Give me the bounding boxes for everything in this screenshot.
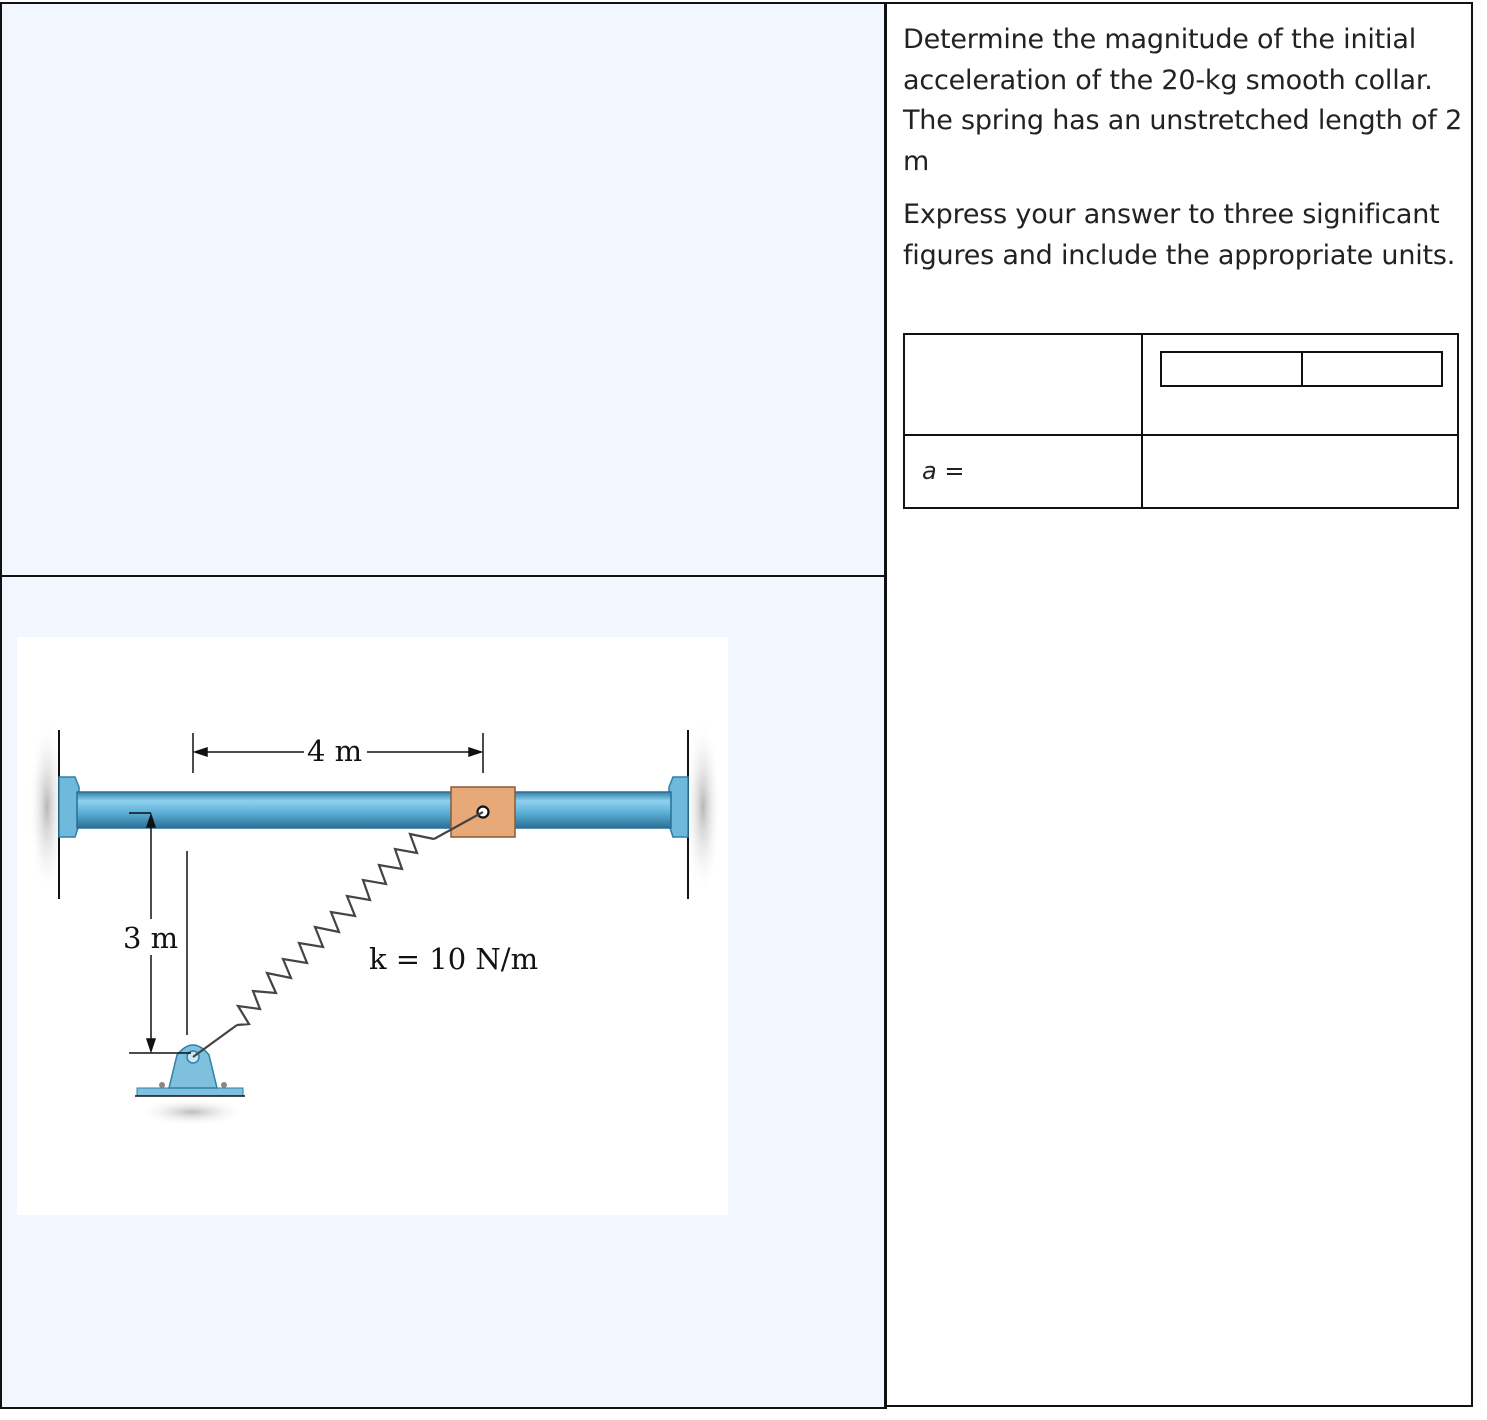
units-selector[interactable] — [1160, 351, 1443, 387]
answer-table — [903, 333, 1459, 509]
answer-label — [922, 457, 964, 485]
collar-spring-diagram — [17, 637, 728, 1215]
column-divider — [884, 2, 887, 1409]
pin-support — [135, 1045, 247, 1126]
empty-panel — [0, 2, 887, 577]
right-wall — [669, 717, 721, 899]
problem-figure — [17, 637, 728, 1215]
answer-variable: a — [922, 457, 937, 485]
rod — [77, 792, 671, 828]
units-cell-unit[interactable] — [1301, 353, 1442, 385]
spring-constant-label: k = 10 N/m — [369, 942, 539, 976]
spring — [193, 812, 483, 1057]
table-column-divider — [1141, 335, 1143, 507]
dimension-label-horizontal: 4 m — [307, 734, 363, 768]
dimension-label-vertical: 3 m — [123, 921, 179, 955]
answer-input[interactable] — [1145, 438, 1461, 509]
answer-equals: = — [936, 457, 965, 485]
instructions-text: Express your answer to three significant figures and include the appropriate units. — [903, 199, 1456, 271]
units-cell-value[interactable] — [1162, 353, 1301, 385]
left-wall — [29, 717, 79, 899]
problem-text: Determine the magnitude of the initial acceleration of the 20-kg smooth collar. The spring has an unstretched length of 2 m — [903, 24, 1463, 177]
table-row-divider — [905, 434, 1457, 436]
problem-statement — [903, 20, 1463, 289]
